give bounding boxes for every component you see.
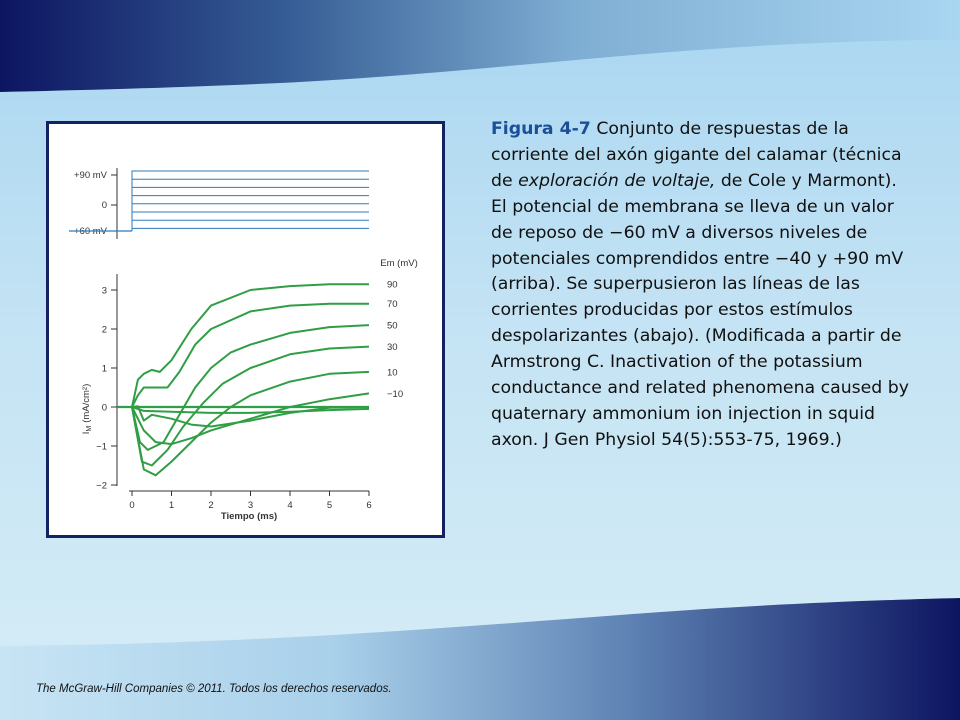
voltage-step-1 [132,171,369,231]
y-tick-label: 0 [101,402,107,414]
x-tick-label: 3 [247,500,254,511]
caption-text-italic: exploración de voltaje, [518,170,716,191]
voltage-step-5 [132,204,369,231]
y-tick-label: −1 [96,441,107,453]
current-trace-2 [132,304,369,407]
x-axis-title: Tiempo (ms) [220,511,278,522]
caption-text-2: de Cole y Marmont). El potencial de membrana se lleva de un valor de reposo de −60 mV a diversos niveles de potenciales comprendidos entre −40 y +90 mV (arriba). Se superpusieron las líneas de las corrientes producidas por estos estímulos despolarizantes (abajo). (Modificada a partir de Armstrong C. Inactivation of the potassium conductance and related phenomena caused by quaternary ammonium ion injection in squid axon. J Gen Physiol 54(5):553-75, 1969.) [491,170,909,450]
figure-svg [49,124,442,535]
y-axis-title [81,384,93,435]
voltage-step-4 [132,196,369,231]
x-tick-label: 0 [129,500,135,511]
legend-label: 30 [387,342,398,354]
figure-caption [491,117,911,454]
y-tick-label: 2 [101,324,107,336]
caption-text-1: Conjunto de respuestas de la corriente del axón gigante del calamar (técnica de [491,119,902,191]
x-ticks [129,491,371,511]
top-band-decoration [0,0,960,130]
voltage-step-7 [132,220,369,231]
current-traces [132,284,369,475]
copyright-footer: The McGraw-Hill Companies © 2011. Todos los derechos reservados. [36,683,392,695]
x-tick-label: 4 [287,500,293,511]
legend-label: −10 [387,388,404,400]
y-axis-title-symbol: I [81,431,92,435]
legend-label: 70 [387,299,398,311]
legend-title: Em (mV) [380,258,418,269]
legend-label: 50 [387,320,398,332]
voltage-step-traces [69,171,369,231]
voltage-step-panel [69,168,369,239]
y-axis-title-units: (mA/cm²) [81,383,92,423]
voltage-step-8 [132,228,369,231]
x-tick-label: 2 [208,500,214,511]
voltage-label-0: 0 [101,200,107,211]
legend [380,258,417,400]
voltage-step-3 [132,187,369,231]
legend-label: 90 [387,279,398,291]
y-tick-label: 3 [101,285,107,297]
x-tick-label: 6 [366,500,372,511]
y-axis-title-text [81,384,93,435]
current-panel [81,258,418,522]
y-tick-label: 1 [101,363,107,375]
caption-figure-label: Figura 4-7 [491,119,591,139]
voltage-label-60: +60 mV [73,226,107,237]
figure-panel [46,121,445,538]
x-tick-label: 1 [168,500,175,511]
voltage-label-90: +90 mV [73,170,107,181]
legend-label: 10 [387,367,398,379]
bottom-band-decoration [0,560,960,720]
y-axis-title-subscript: M [86,425,93,432]
y-tick-label: −2 [96,480,107,492]
x-tick-label: 5 [326,500,333,511]
y-ticks [96,286,117,492]
